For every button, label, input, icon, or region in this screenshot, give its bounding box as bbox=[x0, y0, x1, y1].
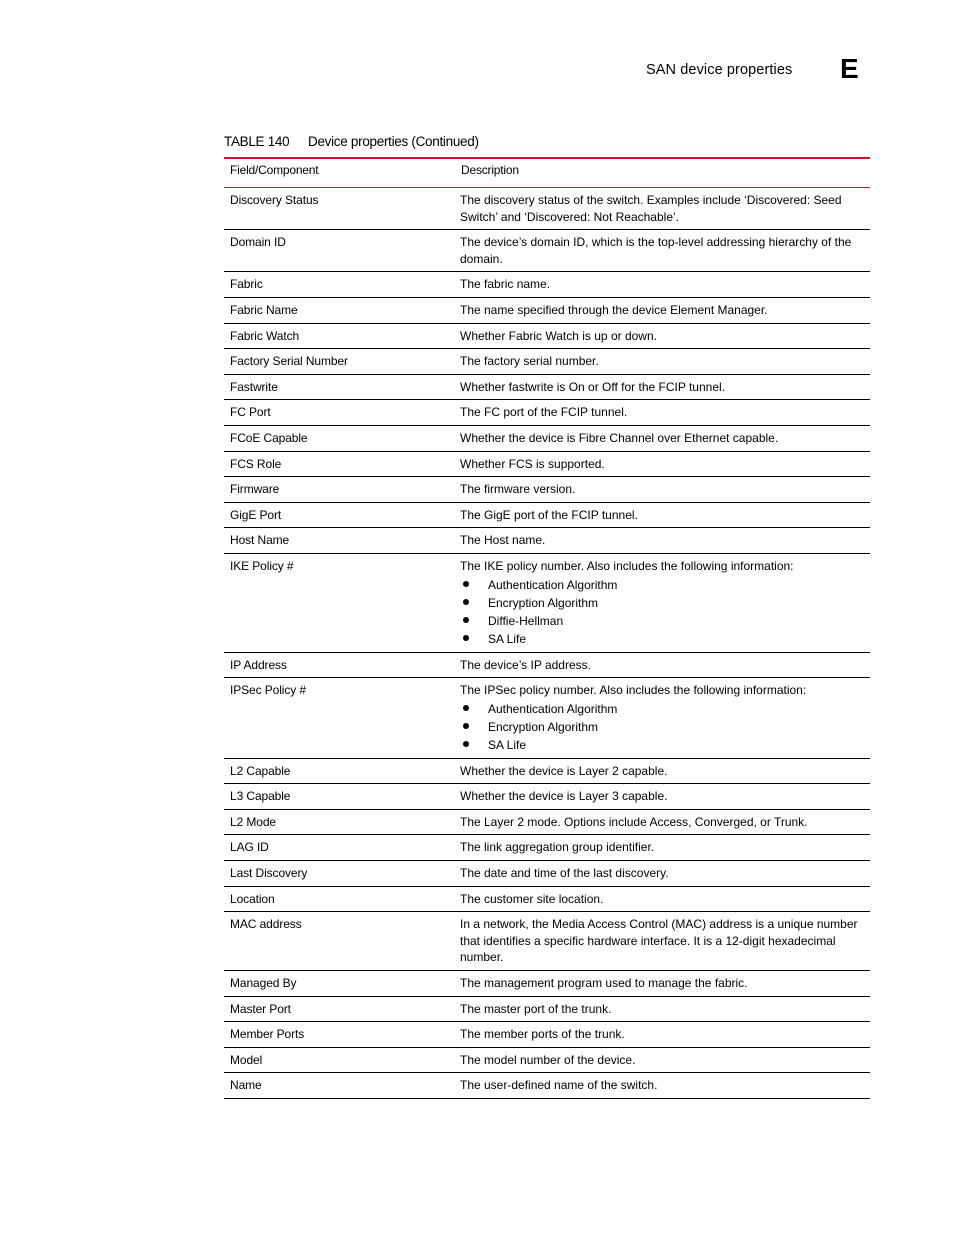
field-description-cell bbox=[455, 349, 870, 375]
field-name: Model bbox=[224, 1047, 455, 1073]
field-description-cell bbox=[455, 971, 870, 997]
field-description: The name specified through the device Element Manager. bbox=[460, 302, 768, 317]
table-row bbox=[224, 861, 870, 887]
field-description: Whether the device is Fibre Channel over Ethernet capable. bbox=[460, 430, 779, 445]
table-row bbox=[224, 652, 870, 678]
field-description-cell bbox=[455, 553, 870, 652]
field-description: The IPSec policy number. Also includes the following information: bbox=[460, 683, 807, 698]
table-row bbox=[224, 912, 870, 971]
field-description: The member ports of the trunk. bbox=[460, 1027, 625, 1042]
field-description-cell bbox=[455, 188, 870, 230]
bullet-list bbox=[460, 700, 860, 754]
field-description-cell bbox=[455, 323, 870, 349]
field-description: The Layer 2 mode. Options include Access, Converged, or Trunk. bbox=[460, 814, 808, 829]
table-row bbox=[224, 1073, 870, 1099]
field-name: Managed By bbox=[224, 971, 455, 997]
column-header-field: Field/Component bbox=[224, 158, 455, 188]
field-name: LAG ID bbox=[224, 835, 455, 861]
field-name: Fabric Name bbox=[224, 297, 455, 323]
field-description-cell bbox=[455, 809, 870, 835]
field-description-cell bbox=[455, 477, 870, 503]
bullet-item: Encryption Algorithm bbox=[460, 718, 860, 736]
table-title: Device properties (Continued) bbox=[308, 134, 479, 149]
table-row bbox=[224, 996, 870, 1022]
field-name: Host Name bbox=[224, 528, 455, 554]
field-description: The management program used to manage the fabric. bbox=[460, 976, 748, 991]
field-name: FCoE Capable bbox=[224, 425, 455, 451]
table-row bbox=[224, 886, 870, 912]
field-name: Domain ID bbox=[224, 230, 455, 272]
field-name: Fabric bbox=[224, 272, 455, 298]
field-name: Discovery Status bbox=[224, 188, 455, 230]
field-description-cell bbox=[455, 297, 870, 323]
table-row bbox=[224, 230, 870, 272]
field-description-cell bbox=[455, 230, 870, 272]
field-name: Name bbox=[224, 1073, 455, 1099]
table-row bbox=[224, 971, 870, 997]
field-description: The model number of the device. bbox=[460, 1052, 636, 1067]
running-header: SAN device properties bbox=[646, 62, 793, 78]
field-description-cell bbox=[455, 912, 870, 971]
field-description-cell bbox=[455, 996, 870, 1022]
table-row bbox=[224, 451, 870, 477]
table-row bbox=[224, 323, 870, 349]
field-description: Whether fastwrite is On or Off for the FCIP tunnel. bbox=[460, 379, 725, 394]
field-description: The fabric name. bbox=[460, 277, 551, 292]
bullet-item: Authentication Algorithm bbox=[460, 700, 860, 718]
column-header-description: Description bbox=[455, 158, 870, 188]
table-row bbox=[224, 1047, 870, 1073]
table-row bbox=[224, 784, 870, 810]
table-body bbox=[224, 188, 870, 1099]
field-name: L2 Capable bbox=[224, 758, 455, 784]
field-description-cell bbox=[455, 784, 870, 810]
device-properties-table bbox=[224, 157, 870, 1099]
table-row bbox=[224, 374, 870, 400]
table-row bbox=[224, 502, 870, 528]
field-name: FCS Role bbox=[224, 451, 455, 477]
field-description: The firmware version. bbox=[460, 482, 576, 497]
field-name: Firmware bbox=[224, 477, 455, 503]
bullet-item: Diffie-Hellman bbox=[460, 612, 860, 630]
field-description-cell bbox=[455, 1073, 870, 1099]
field-name: IP Address bbox=[224, 652, 455, 678]
field-description-cell bbox=[455, 451, 870, 477]
bullet-list bbox=[460, 576, 860, 648]
table-row bbox=[224, 528, 870, 554]
field-description-cell bbox=[455, 1022, 870, 1048]
field-description-cell bbox=[455, 374, 870, 400]
field-name: L2 Mode bbox=[224, 809, 455, 835]
table-number: TABLE 140 bbox=[224, 134, 290, 149]
field-description: The discovery status of the switch. Examples include ‘Discovered: Seed Switch’ and ‘Discovered: Not Reachable’. bbox=[460, 193, 842, 224]
field-name: GigE Port bbox=[224, 502, 455, 528]
field-description: The IKE policy number. Also includes the following information: bbox=[460, 558, 794, 573]
field-description-cell bbox=[455, 272, 870, 298]
table-row bbox=[224, 188, 870, 230]
bullet-item: Encryption Algorithm bbox=[460, 594, 860, 612]
field-description: Whether Fabric Watch is up or down. bbox=[460, 328, 657, 343]
table-row bbox=[224, 349, 870, 375]
field-description-cell bbox=[455, 528, 870, 554]
field-name: FC Port bbox=[224, 400, 455, 426]
table-row bbox=[224, 425, 870, 451]
field-description: Whether FCS is supported. bbox=[460, 456, 605, 471]
field-name: Location bbox=[224, 886, 455, 912]
field-name: Member Ports bbox=[224, 1022, 455, 1048]
field-description: The master port of the trunk. bbox=[460, 1001, 612, 1016]
field-description-cell bbox=[455, 758, 870, 784]
field-name: Last Discovery bbox=[224, 861, 455, 887]
field-description-cell bbox=[455, 861, 870, 887]
field-description: The date and time of the last discovery. bbox=[460, 866, 669, 881]
field-name: Fabric Watch bbox=[224, 323, 455, 349]
table-row bbox=[224, 400, 870, 426]
table-caption bbox=[224, 134, 870, 149]
bullet-item: Authentication Algorithm bbox=[460, 576, 860, 594]
table-row bbox=[224, 758, 870, 784]
table-row bbox=[224, 678, 870, 759]
field-description-cell bbox=[455, 652, 870, 678]
field-description: Whether the device is Layer 2 capable. bbox=[460, 763, 668, 778]
bullet-item: SA Life bbox=[460, 736, 860, 754]
field-description: The GigE port of the FCIP tunnel. bbox=[460, 507, 638, 522]
appendix-letter: E bbox=[840, 53, 859, 84]
field-description: The link aggregation group identifier. bbox=[460, 840, 655, 855]
field-description: The user-defined name of the switch. bbox=[460, 1078, 658, 1093]
field-description: Whether the device is Layer 3 capable. bbox=[460, 789, 668, 804]
field-description-cell bbox=[455, 835, 870, 861]
field-description-cell bbox=[455, 400, 870, 426]
field-description-cell bbox=[455, 502, 870, 528]
field-description-cell bbox=[455, 886, 870, 912]
field-name: Fastwrite bbox=[224, 374, 455, 400]
table-row bbox=[224, 553, 870, 652]
field-name: IKE Policy # bbox=[224, 553, 455, 652]
field-description-cell bbox=[455, 678, 870, 759]
field-name: MAC address bbox=[224, 912, 455, 971]
table-row bbox=[224, 272, 870, 298]
field-name: Factory Serial Number bbox=[224, 349, 455, 375]
field-description-cell bbox=[455, 425, 870, 451]
table-row bbox=[224, 1022, 870, 1048]
field-description: The factory serial number. bbox=[460, 354, 599, 369]
field-name: IPSec Policy # bbox=[224, 678, 455, 759]
field-description: The device’s domain ID, which is the top-level addressing hierarchy of the domain. bbox=[460, 235, 852, 266]
table-row bbox=[224, 835, 870, 861]
table-row bbox=[224, 809, 870, 835]
field-name: Master Port bbox=[224, 996, 455, 1022]
table-header-row bbox=[224, 158, 870, 188]
bullet-item: SA Life bbox=[460, 630, 860, 648]
table-row bbox=[224, 477, 870, 503]
field-description: The device’s IP address. bbox=[460, 657, 591, 672]
field-description-cell bbox=[455, 1047, 870, 1073]
field-name: L3 Capable bbox=[224, 784, 455, 810]
field-description: The FC port of the FCIP tunnel. bbox=[460, 405, 628, 420]
table-row bbox=[224, 297, 870, 323]
field-description: In a network, the Media Access Control (MAC) address is a unique number that identifies a specific hardware interface. It is a 12-digit hexadecimal number. bbox=[460, 917, 858, 965]
field-description: The Host name. bbox=[460, 533, 546, 548]
field-description: The customer site location. bbox=[460, 891, 604, 906]
